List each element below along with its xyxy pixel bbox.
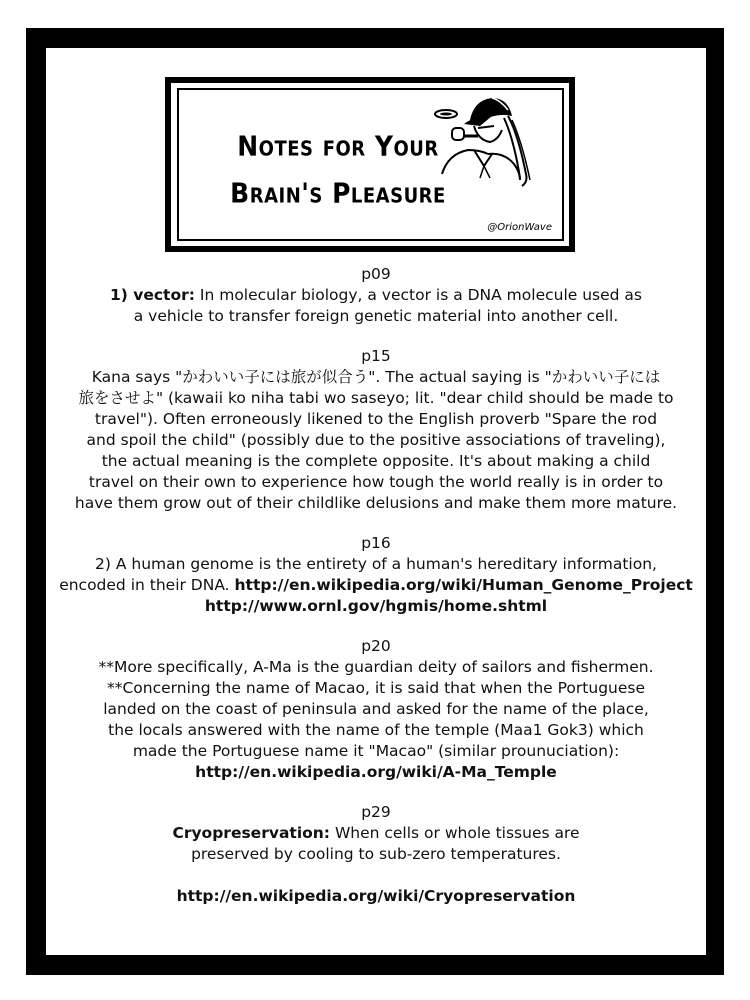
note-line: and spoil the child" (possibly due to the positive associations of traveling),: [86, 431, 666, 449]
note-p15: [46, 346, 706, 514]
page-ref: p20: [361, 637, 391, 655]
link-a-ma-temple[interactable]: http://en.wikipedia.org/wiki/A-Ma_Temple: [195, 763, 557, 781]
page-title: [223, 123, 453, 217]
link-cryopreservation[interactable]: http://en.wikipedia.org/wiki/Cryopreservation: [176, 887, 576, 905]
link-human-genome-project[interactable]: http://en.wikipedia.org/wiki/Human_Genome_Project: [234, 576, 693, 594]
note-line: [46, 575, 706, 596]
note-line: a vehicle to transfer foreign genetic material into another cell.: [133, 307, 619, 325]
notes-page: [46, 48, 706, 955]
note-line: 2) A human genome is the entirety of a human's hereditary information,: [95, 555, 657, 573]
page-ref: p15: [361, 347, 391, 365]
note-line: **More specifically, A-Ma is the guardian deity of sailors and fishermen.: [98, 658, 654, 676]
title-banner: [165, 77, 575, 252]
line-spacer: [46, 865, 706, 886]
term: 1) vector:: [109, 286, 195, 304]
title-banner-inner-border: [177, 88, 564, 241]
page-ref: p16: [361, 534, 391, 552]
term: Cryopreservation:: [172, 824, 331, 842]
note-line: 旅をさせよ" (kawaii ko niha tabi wo saseyo; lit. "dear child should be made to: [78, 389, 674, 407]
note-line: Kana says "かわいい子には旅が似合う". The actual saying is "かわいい子には: [91, 368, 661, 386]
note-line: travel on their own to experience how tough the world really is in order to: [88, 473, 664, 491]
title-line-2: Brain's Pleasure: [230, 176, 446, 210]
note-line: [46, 285, 706, 306]
note-line: preserved by cooling to sub-zero temperatures.: [191, 845, 561, 863]
note-line: landed on the coast of peninsula and asked for the name of the place,: [103, 700, 649, 718]
artist-credit: @OrionWave: [487, 222, 552, 233]
note-p29: [46, 802, 706, 907]
note-text: encoded in their DNA.: [59, 576, 235, 594]
note-line: [46, 823, 706, 844]
note-line: travel"). Often erroneously likened to the English proverb "Spare the rod: [94, 410, 658, 428]
note-text: When cells or whole tissues are: [330, 824, 580, 842]
notes-list: [46, 264, 706, 926]
capped-character-with-pipe-icon: [434, 94, 544, 194]
note-line: the locals answered with the name of the temple (Maa1 Gok3) which: [108, 721, 644, 739]
page-ref: p29: [361, 803, 391, 821]
page-ref: p09: [361, 265, 391, 283]
note-p20: [46, 636, 706, 783]
note-p16: [46, 533, 706, 617]
note-line: made the Portuguese name it "Macao" (similar prounuciation):: [132, 742, 620, 760]
note-line: **Concerning the name of Macao, it is said that when the Portuguese: [106, 679, 646, 697]
note-line: have them grow out of their childlike delusions and make them more mature.: [74, 494, 678, 512]
link-ornl-hgmis[interactable]: http://www.ornl.gov/hgmis/home.shtml: [204, 597, 548, 615]
note-p09: [46, 264, 706, 327]
note-text: In molecular biology, a vector is a DNA molecule used as: [194, 286, 643, 304]
note-line: the actual meaning is the complete opposite. It's about making a child: [101, 452, 651, 470]
title-line-1: Notes for Your: [237, 129, 439, 163]
